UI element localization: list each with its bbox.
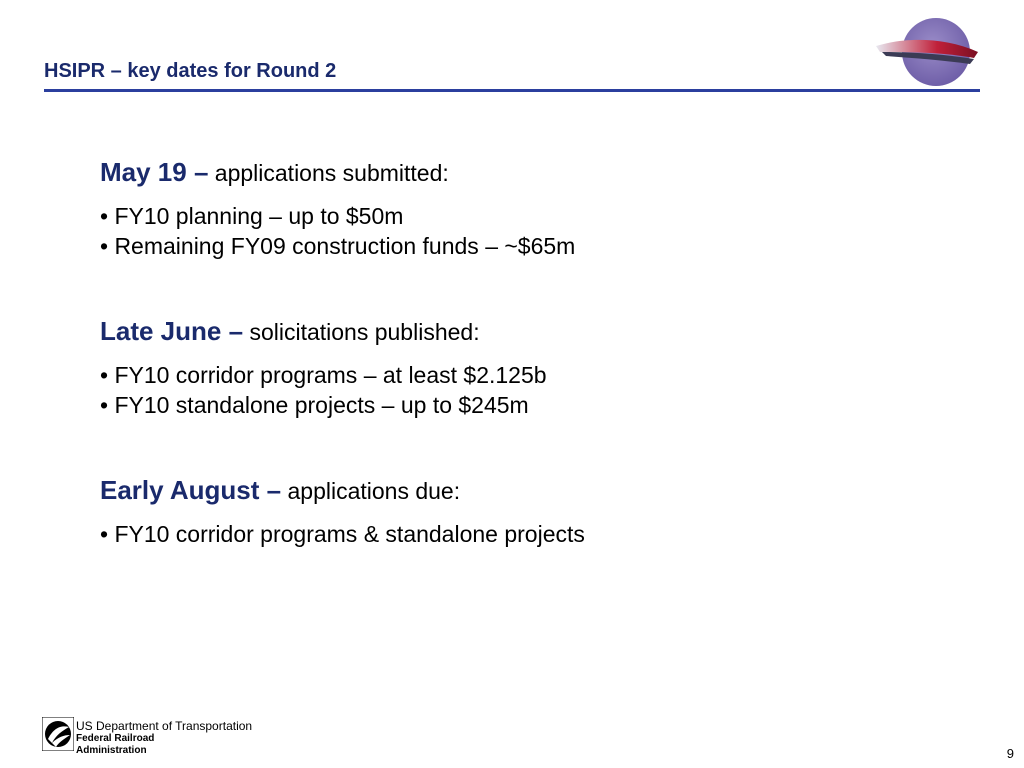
footer-text: [76, 720, 252, 757]
title-divider: [44, 89, 980, 92]
bullet-item: • Remaining FY09 construction funds – ~$65m: [100, 233, 576, 259]
dot-emblem-icon: [42, 717, 74, 751]
section-date: Late June –: [100, 316, 244, 346]
high-speed-train-logo-icon: [872, 12, 982, 92]
section-late-june: [100, 311, 960, 420]
section-description: applications due:: [281, 478, 461, 504]
footer-department: US Department of Transportation: [76, 719, 253, 733]
section-early-august: [100, 470, 960, 549]
section-description: solicitations published:: [243, 319, 480, 345]
bullet-list: [100, 201, 960, 261]
bullet-item: • FY10 standalone projects – up to $245m: [100, 392, 529, 418]
slide-title: HSIPR – key dates for Round 2: [44, 60, 337, 82]
section-heading: [100, 470, 960, 511]
bullet-list: [100, 519, 960, 549]
section-date: Early August –: [100, 475, 282, 505]
section-description: applications submitted:: [208, 160, 449, 186]
bullet-item: • FY10 planning – up to $50m: [100, 203, 404, 229]
bullet-list: [100, 360, 960, 420]
section-date: May 19 –: [100, 157, 209, 187]
bullet-item: • FY10 corridor programs & standalone projects: [100, 521, 585, 547]
footer-agency-line2: Administration: [76, 745, 147, 756]
section-may-19: [100, 152, 960, 261]
footer-agency-line1: Federal Railroad: [76, 733, 155, 744]
key-dates-content: [100, 152, 960, 599]
section-heading: [100, 152, 960, 193]
bullet-item: • FY10 corridor programs – at least $2.125b: [100, 362, 547, 388]
dot-fra-logo: [42, 717, 252, 757]
page-number: 9: [1006, 746, 1014, 761]
section-heading: [100, 311, 960, 352]
